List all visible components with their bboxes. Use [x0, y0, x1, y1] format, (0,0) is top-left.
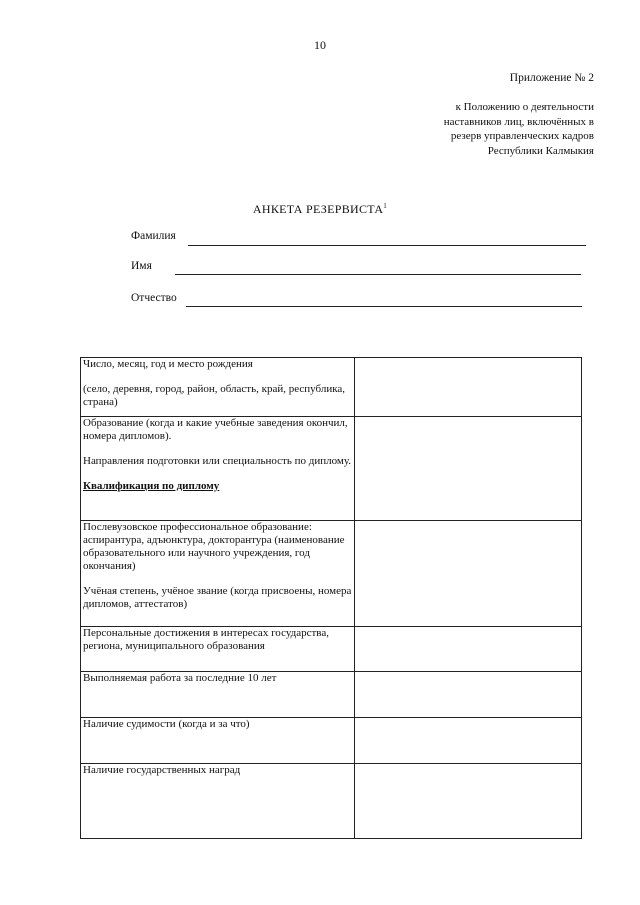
row-awards-label: Наличие государственных наград	[81, 764, 355, 839]
row-conviction-label: Наличие судимости (когда и за что)	[81, 718, 355, 764]
regulation-line: наставников лиц, включённых в	[443, 115, 594, 128]
table-row	[81, 627, 582, 672]
form-title-text: АНКЕТА РЕЗЕРВИСТА	[252, 202, 384, 216]
row-education-value[interactable]	[355, 417, 582, 521]
patronymic-input-line[interactable]	[186, 306, 582, 307]
title-footnote-marker: 1	[383, 202, 388, 210]
row-work-label: Выполняемая работа за последние 10 лет	[81, 672, 355, 718]
page-number: 10	[314, 38, 326, 52]
postgraduate-label-line: Послевузовское профессиональное образование: аспирантура, адъюнктура, докторантура (наименование образовательного или научного учреждения, год окончания)	[83, 521, 345, 572]
name-input-line[interactable]	[175, 274, 581, 275]
birth-label-line: Число, месяц, год и место рождения	[83, 358, 253, 370]
surname-input-line[interactable]	[188, 245, 586, 246]
surname-label: Фамилия	[131, 230, 176, 242]
appendix-label: Приложение № 2	[509, 72, 594, 84]
questionnaire-table	[80, 357, 582, 839]
specialty-label-line: Направления подготовки или специальность по диплому.	[83, 455, 351, 467]
row-work-value[interactable]	[355, 672, 582, 718]
name-label: Имя	[131, 260, 152, 272]
regulation-line: резерв управленческих кадров	[450, 130, 594, 142]
regulation-line: Республики Калмыкия	[487, 144, 594, 157]
row-awards-value[interactable]	[355, 764, 582, 839]
row-conviction-value[interactable]	[355, 718, 582, 764]
table-row	[81, 672, 582, 718]
qualification-label-line: Квалификация по диплому	[83, 480, 220, 492]
form-title	[0, 202, 640, 217]
row-achievements-value[interactable]	[355, 627, 582, 672]
row-birth-label	[81, 358, 355, 417]
table-row	[81, 358, 582, 417]
patronymic-label: Отчество	[131, 292, 177, 304]
table-row	[81, 521, 582, 627]
row-achievements-label: Персональные достижения в интересах государства, региона, муниципального образования	[81, 627, 355, 672]
birth-label-note: (село, деревня, город, район, область, край, республика, страна)	[83, 383, 346, 408]
table-row	[81, 718, 582, 764]
regulation-line: к Положению о деятельности	[455, 101, 594, 113]
education-label-line: Образование (когда и какие учебные заведения окончил, номера дипломов).	[83, 417, 348, 442]
row-birth-value[interactable]	[355, 358, 582, 417]
table-row	[81, 764, 582, 839]
table-row	[81, 417, 582, 521]
regulation-reference	[334, 100, 594, 158]
row-education-label	[81, 417, 355, 521]
degree-label-line: Учёная степень, учёное звание (когда присвоены, номера дипломов, аттестатов)	[83, 585, 352, 610]
row-postgraduate-label	[81, 521, 355, 627]
row-postgraduate-value[interactable]	[355, 521, 582, 627]
